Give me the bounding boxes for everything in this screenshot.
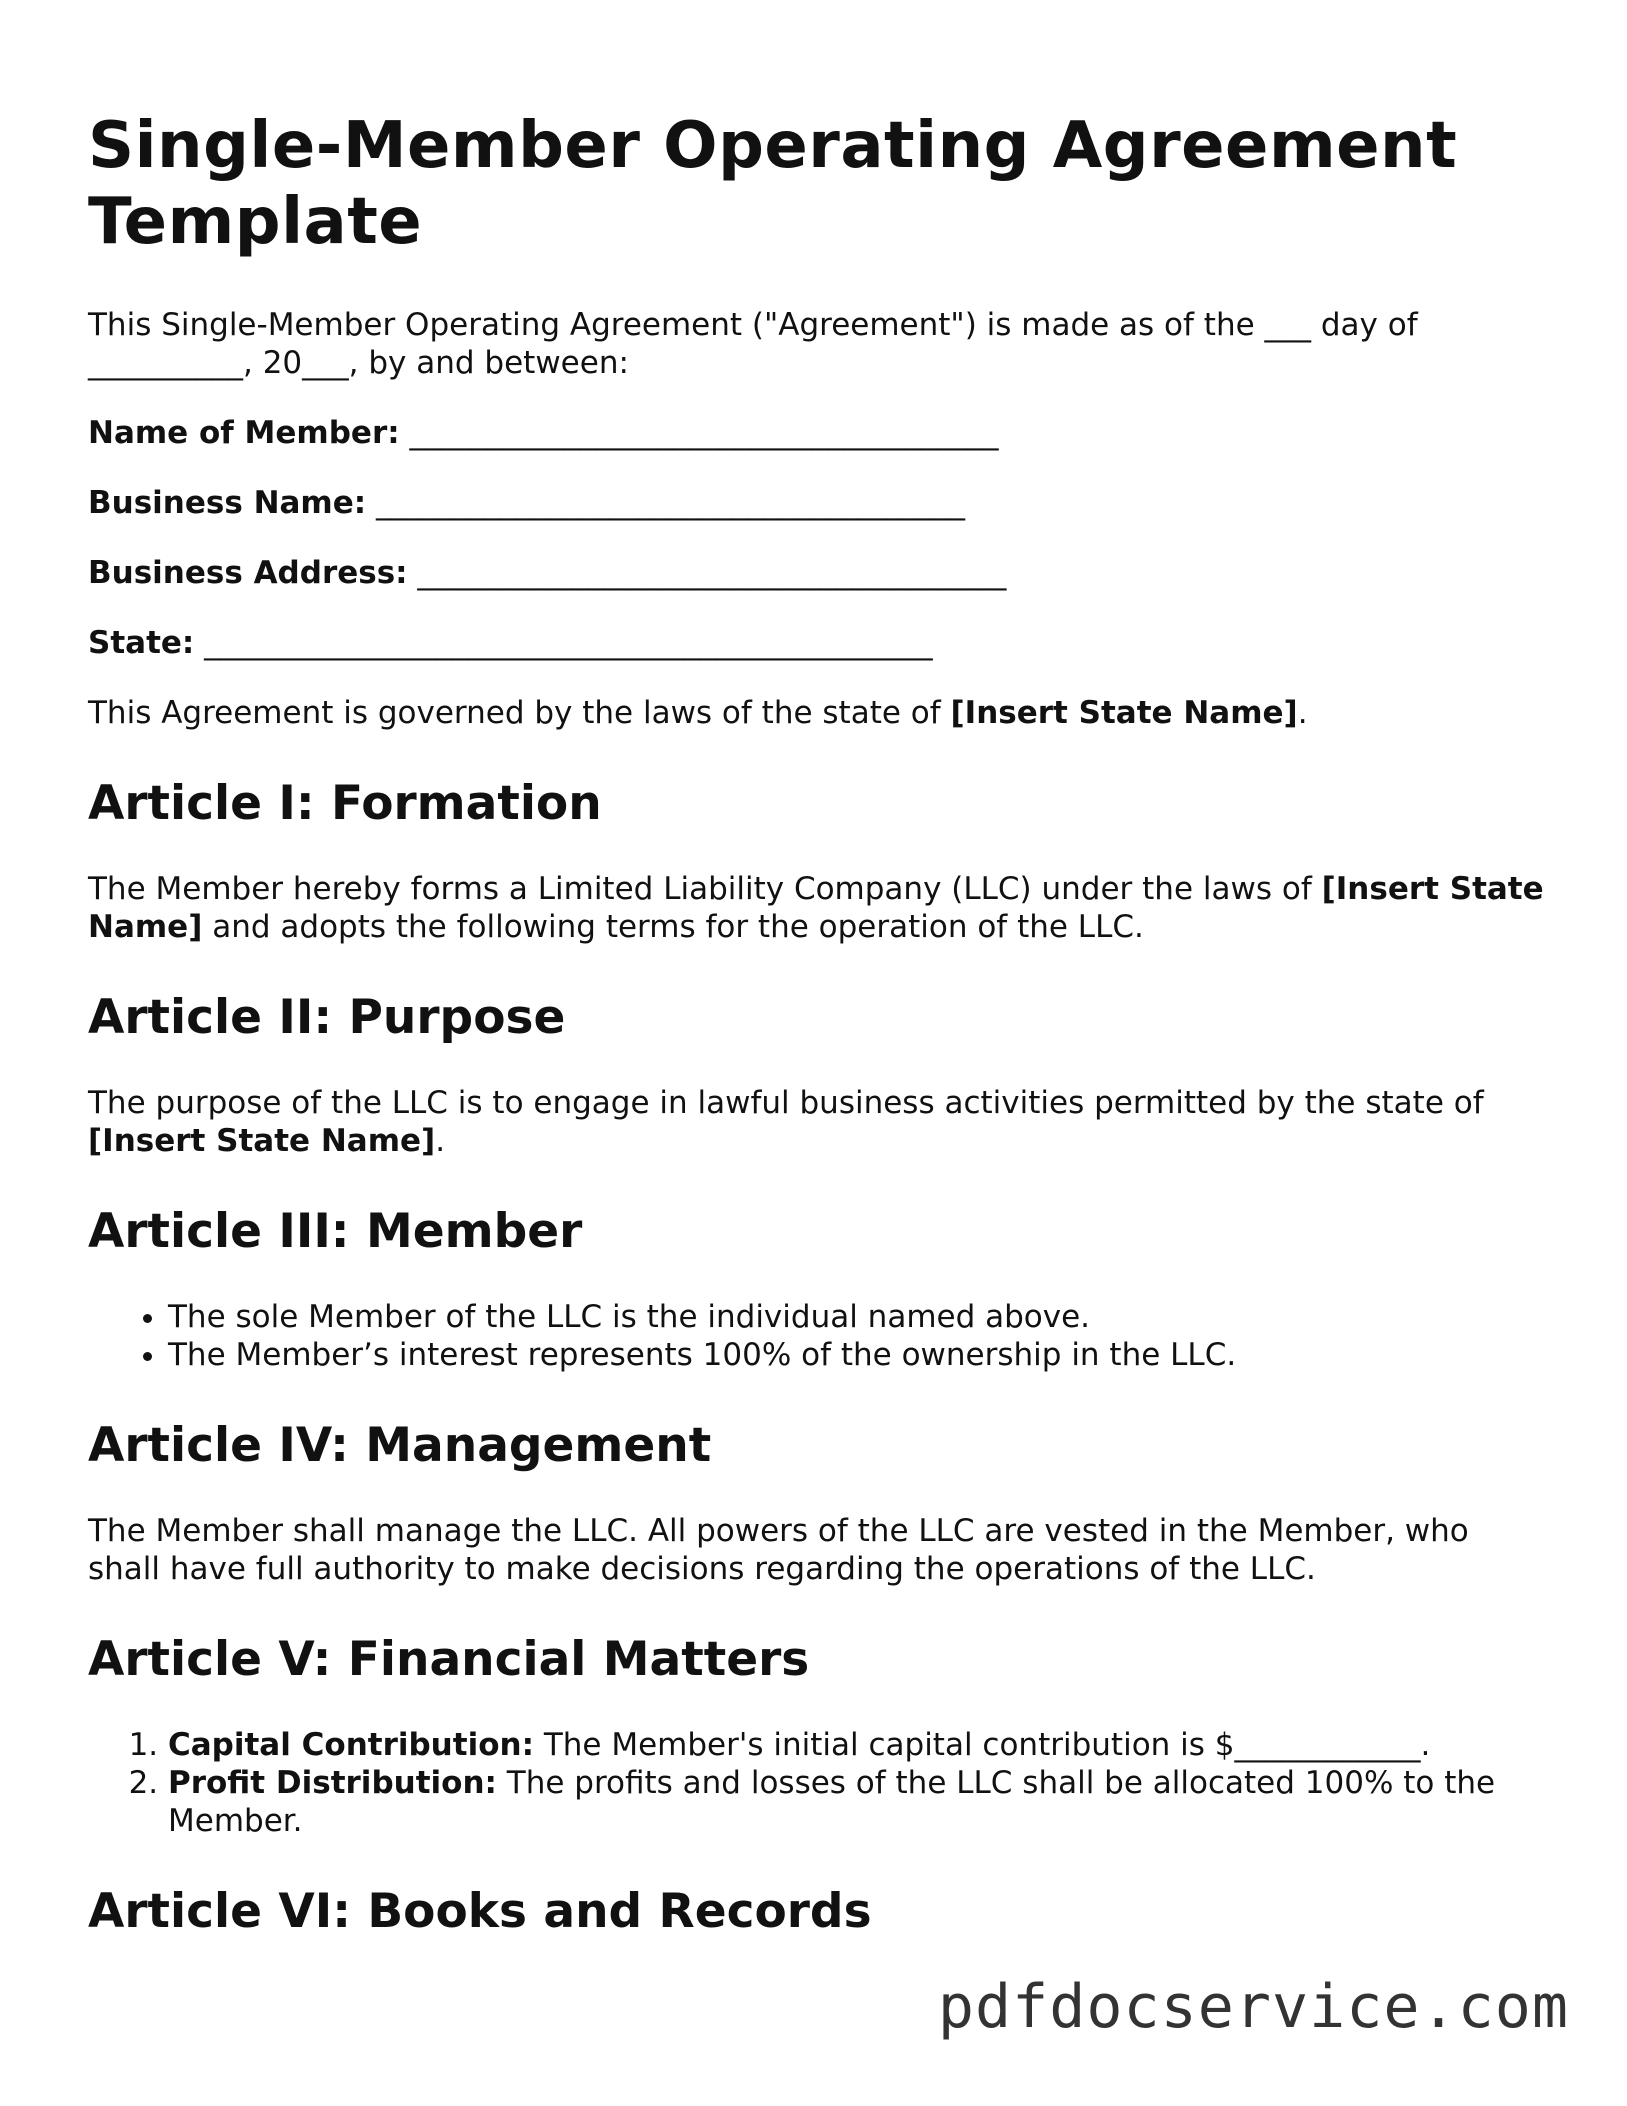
field-blank: _______________________________________________: [204, 625, 933, 661]
document-title: Single-Member Operating Agreement Template: [88, 109, 1458, 259]
article-2-text-start: The purpose of the LLC is to engage in lawful business activities permitted by the state of: [88, 1085, 1484, 1121]
article-1-text-end: and adopts the following terms for the operation of the LLC.: [202, 909, 1144, 945]
list-item: [168, 1764, 1548, 1840]
field-label: State:: [88, 625, 195, 661]
field-blank: ______________________________________: [376, 485, 966, 521]
field-member-name: [88, 414, 1548, 452]
article-1-text-start: The Member hereby forms a Limited Liability Company (LLC) under the laws of: [88, 871, 1322, 907]
field-state: [88, 624, 1548, 662]
article-5-list: [88, 1726, 1548, 1840]
governing-state-placeholder: [Insert State Name]: [950, 695, 1298, 731]
field-label: Name of Member:: [88, 415, 400, 451]
article-5-heading: Article V: Financial Matters: [88, 1632, 810, 1687]
field-blank: ______________________________________: [409, 415, 999, 451]
list-item: [168, 1726, 1548, 1764]
list-item-text: The profits and losses of the LLC shall be allocated 100% to the Member.: [168, 1765, 1496, 1839]
list-item: • The Member’s interest represents 100% of the ownership in the LLC.: [168, 1336, 1548, 1374]
article-6-heading: Article VI: Books and Records: [88, 1884, 872, 1939]
article-2-heading: Article II: Purpose: [88, 990, 566, 1045]
article-2-state-placeholder: [Insert State Name]: [88, 1123, 436, 1159]
governing-text-end: .: [1297, 695, 1308, 731]
article-2-text: [88, 1084, 1548, 1160]
document-page: [88, 108, 1548, 1978]
governing-law-paragraph: [88, 694, 1548, 732]
list-item-label: Profit Distribution:: [168, 1765, 497, 1801]
article-3-list: [88, 1298, 1548, 1374]
article-1-state-placeholder: [Insert State Name]: [88, 871, 1544, 945]
governing-text: This Agreement is governed by the laws of the state of: [88, 695, 951, 731]
field-business-address: [88, 554, 1548, 592]
article-1-heading: Article I: Formation: [88, 776, 602, 831]
field-label: Business Address:: [88, 555, 408, 591]
field-label: Business Name:: [88, 485, 367, 521]
article-3-heading: Article III: Member: [88, 1204, 583, 1259]
field-business-name: [88, 484, 1548, 522]
article-4-text: The Member shall manage the LLC. All powers of the LLC are vested in the Member, who shall have full authority to make decisions regarding the operations of the LLC.: [88, 1513, 1469, 1587]
article-1-text: [88, 870, 1548, 946]
list-item: • The sole Member of the LLC is the individual named above.: [168, 1298, 1548, 1336]
intro-paragraph: This Single-Member Operating Agreement ("Agreement") is made as of the ___ day of __________, 20___, by and between:: [88, 307, 1418, 381]
article-2-text-end: .: [435, 1123, 446, 1159]
watermark: pdfdocservice.com: [937, 1972, 1569, 2042]
article-4-heading: Article IV: Management: [88, 1418, 712, 1473]
list-item-text: The Member's initial capital contribution is $____________.: [533, 1727, 1431, 1763]
field-blank: ______________________________________: [417, 555, 1007, 591]
list-item-label: Capital Contribution:: [168, 1727, 534, 1763]
